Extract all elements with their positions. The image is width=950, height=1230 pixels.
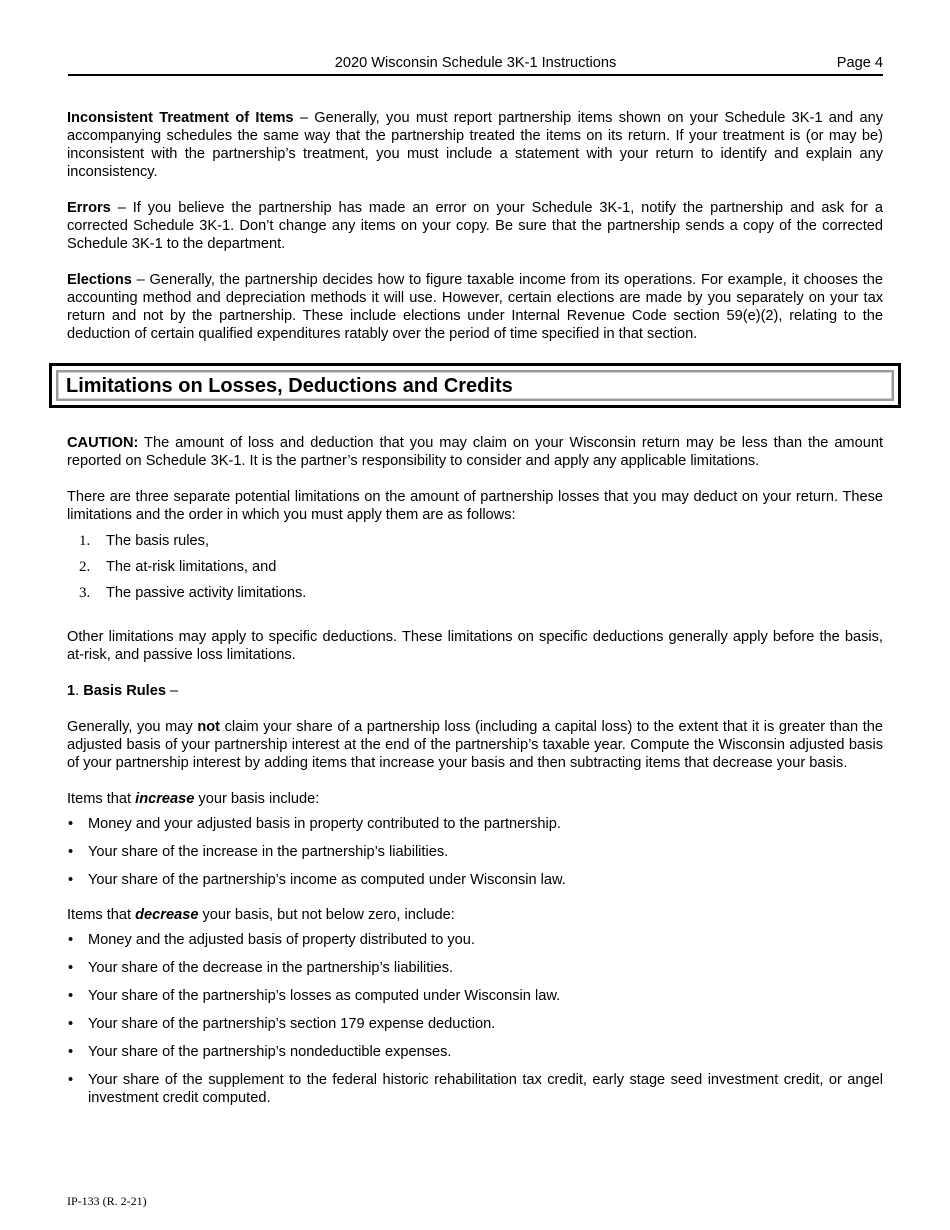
bullet-icon: • [68,988,74,1004]
decrease-intro-end: your basis, but not below zero, include: [198,907,455,923]
limitations-list [67,532,883,610]
increase-item [67,843,883,861]
elections-heading: Elections [67,272,132,288]
limitation-number: 1. [79,533,91,549]
section-heading-box [49,363,901,408]
decrease-item [67,931,883,949]
bullet-icon: • [68,1044,74,1060]
increase-item [67,871,883,889]
inconsistent-treatment-paragraph [67,109,883,181]
decrease-item [67,987,883,1005]
limitation-text: The at-risk limitations, and [106,559,277,575]
increase-item [67,815,883,833]
errors-heading: Errors [67,200,111,216]
inconsistent-treatment-text: – Generally, you must report partnership items shown on your Schedule 3K-1 and any accompanying schedules the same way that the partnership treated the items on its return. If your treatment is (or may be) inconsistent with the partnership’s treatment, you must include a statement with your return to identify and explain any inconsistency. [67,110,883,180]
increase-intro [67,790,883,808]
bullet-icon: • [68,1016,74,1032]
decrease-item [67,1015,883,1033]
header-title: 2020 Wisconsin Schedule 3K-1 Instructions [334,55,617,71]
bullet-icon: • [68,1072,74,1088]
caution-text: The amount of loss and deduction that you may claim on your Wisconsin return may be less than the amount reported on Schedule 3K-1. It is the partner’s responsibility to consider and apply any applicable limitations. [67,435,883,469]
decrease-intro-start: Items that [67,907,136,923]
limitation-item [67,558,883,584]
limitation-number: 3. [79,585,91,601]
decrease-items-list [67,931,883,1107]
page-number: Page 4 [836,55,883,71]
bullet-icon: • [68,872,74,888]
basis-text-start: Generally, you may [67,719,198,735]
inconsistent-treatment-heading: Inconsistent Treatment of Items [67,110,294,126]
caution-paragraph [67,434,883,470]
basis-text-rest: claim your share of a partnership loss (including a capital loss) to the extent that it is greater than the adjusted basis of your partnership interest at the end of the partnership’s taxable year. Compute the Wisconsin adjusted basis of your partnership interest by adding items that increase your basis and then subtracting items that decrease your basis. [67,719,883,771]
limitation-text: The basis rules, [106,533,210,549]
section-title: Limitations on Losses, Deductions and Credits [66,375,513,397]
basis-rules-heading [67,682,883,700]
increase-intro-end: your basis include: [194,791,320,807]
increase-emphasis: increase [135,791,195,807]
increase-item-text: Your share of the partnership’s income as computed under Wisconsin law. [88,872,566,888]
decrease-item [67,1043,883,1061]
errors-text: – If you believe the partnership has made an error on your Schedule 3K-1, notify the partnership and ask for a corrected Schedule 3K-1. Don’t change any items on your copy. Be sure that the partnership sends a copy of the corrected Schedule 3K-1 to the department. [67,200,883,252]
errors-paragraph [67,199,883,253]
decrease-item-text: Your share of the partnership’s nondeductible expenses. [88,1044,452,1060]
bullet-icon: • [68,960,74,976]
decrease-item-text: Your share of the supplement to the federal historic rehabilitation tax credit, early stage seed investment credit, or angel investment credit computed. [88,1072,883,1106]
increase-item-text: Money and your adjusted basis in property contributed to the partnership. [88,816,561,832]
form-number-footer: IP-133 (R. 2-21) [67,1194,147,1208]
page-content [67,109,883,1124]
decrease-item-text: Money and the adjusted basis of property distributed to you. [88,932,475,948]
bullet-icon: • [68,844,74,860]
decrease-emphasis: decrease [135,907,199,923]
other-limitations-paragraph: Other limitations may apply to specific deductions. These limitations on specific deductions generally apply before the basis, at-risk, and passive loss limitations. [67,629,883,663]
increase-item-text: Your share of the increase in the partnership’s liabilities. [88,844,449,860]
decrease-item [67,959,883,977]
basis-not-emphasis: not [197,719,221,735]
limitation-number: 2. [79,559,91,575]
basis-rules-number: 1 [67,683,76,699]
basis-rules-title: Basis Rules [83,683,166,699]
page-header [68,54,883,76]
decrease-intro [67,906,883,924]
decrease-item-text: Your share of the partnership’s losses as computed under Wisconsin law. [88,988,561,1004]
bullet-icon: • [68,816,74,832]
decrease-item-text: Your share of the decrease in the partnership’s liabilities. [88,960,454,976]
limitation-text: The passive activity limitations. [106,585,307,601]
three-limitations-intro: There are three separate potential limitations on the amount of partnership losses that you may deduct on your return. These limitations and the order in which you must apply them are as follows: [67,489,883,523]
limitation-item [67,584,883,610]
caution-label: CAUTION: [67,435,139,451]
limitation-item [67,532,883,558]
elections-text: – Generally, the partnership decides how to figure taxable income from its operations. For example, it chooses the accounting method and depreciation methods it will use. However, certain elections are made by you separately on your tax return and not by the partnership. These include elections under Internal Revenue Code section 59(e)(2), relating to the deduction of certain qualified expenditures ratably over the period of time specified in that section. [67,272,883,342]
increase-intro-start: Items that [67,791,136,807]
decrease-item [67,1071,883,1107]
basis-rules-separator: . [75,683,84,699]
elections-paragraph [67,271,883,343]
basis-rules-paragraph [67,718,883,772]
decrease-item-text: Your share of the partnership’s section 179 expense deduction. [88,1016,496,1032]
basis-rules-dash: – [165,683,179,699]
increase-items-list [67,815,883,889]
bullet-icon: • [68,932,74,948]
